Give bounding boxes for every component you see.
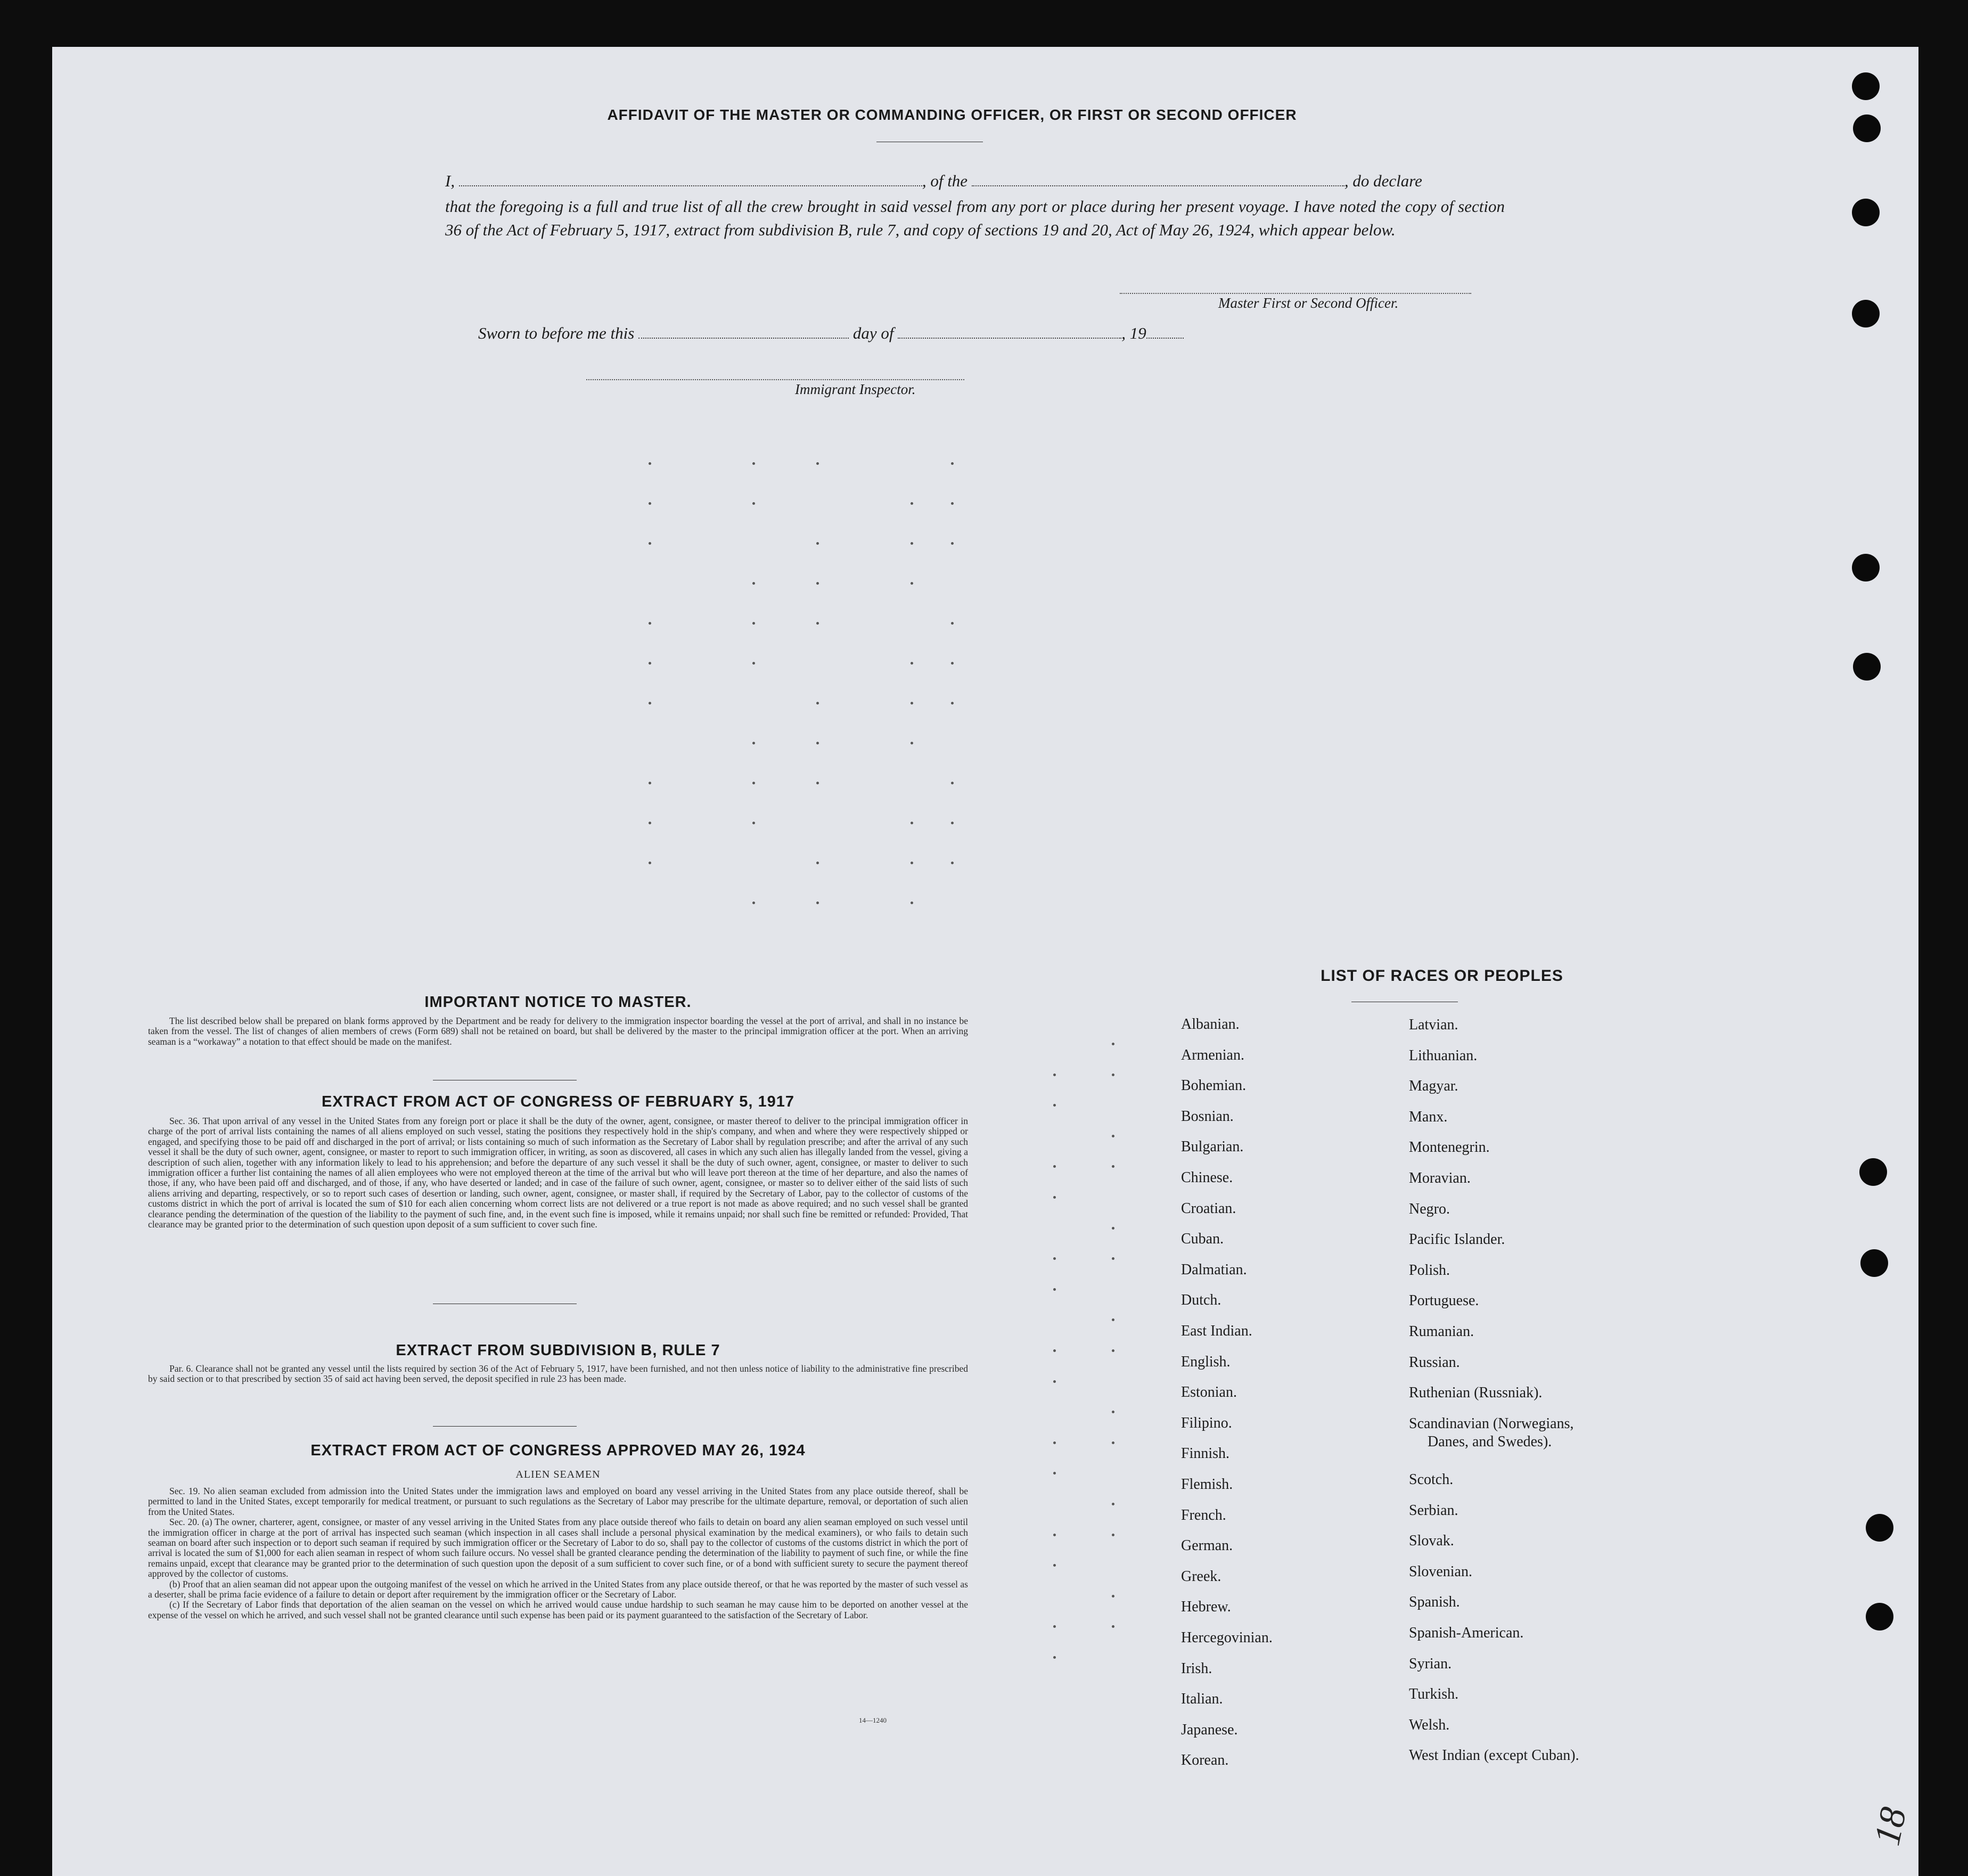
section-19-paragraph: Sec. 19. No alien seaman excluded from admission into the United States under the immigration laws and employed on board any vessel arriving in the United States from any place outside thereof, shall be permitted to land in the United States, except temporarily for medical treatment, or pursuant to such regulations as the Secretary of Labor may prescribe for the ultimate departure, removal, or deportation of such alien from the United States. bbox=[148, 1486, 968, 1517]
print-speck bbox=[951, 702, 954, 704]
print-speck bbox=[1112, 1135, 1114, 1137]
print-speck bbox=[649, 622, 651, 625]
print-speck bbox=[911, 742, 913, 744]
race-item: Albanian. bbox=[1181, 1016, 1240, 1033]
extract-1917-title: EXTRACT FROM ACT OF CONGRESS OF FEBRUARY 5, 1917 bbox=[321, 1093, 795, 1110]
print-speck bbox=[911, 502, 913, 505]
print-speck bbox=[1053, 1349, 1056, 1352]
print-speck bbox=[1112, 1503, 1114, 1505]
inspector-label: Immigrant Inspector. bbox=[795, 381, 916, 397]
print-speck bbox=[951, 622, 954, 625]
print-speck bbox=[649, 462, 651, 465]
section-36-paragraph: Sec. 36. That upon arrival of any vessel in the United States from any foreign port or place it shall be the duty of the owner, agent, consignee, or master thereof to deliver to the principal immigration officer in charge of the port of arrival lists containing the names of all aliens employed on such vessel, stating the positions they respectively hold in the ship's company, and when and where they were respectively shipped or engaged, and specifying those to be paid off and discharged in the port of arrival; or lists containing so much of such information as the Secretary of Labor shall by regulation prescribe; and after the arrival of any such vessel it shall be the duty of such owner, agent, consignee, or master to report to such immigration officer, in writing, as soon as discovered, all cases in which any such alien has illegally landed from the vessel, giving a description of such alien, together with any information likely to lead to his apprehension; and before the departure of any such vessel it shall be the duty of such owner, agent, consignee, or master to deliver to such immigration officer a further list containing the names of all alien employees who were not employed thereon at the time of the arrival but who will leave port thereon at the time of her departure, and also the names of those, if any, who have been paid off and discharged, and of those, if any, who have deserted or landed; and in case of the failure of such owner, agent, consignee, or master so to deliver either of the said lists of such aliens arriving and departing, respectively, or so to report such cases of desertion or landing, such owner, agent, consignee, or master shall, if required by the Secretary of Labor, pay to the collector of customs of the customs district in which the port of arrival is located the sum of $10 for each alien concerning whom correct lists are not delivered or a true report is not made as above required; and no such vessel shall be granted clearance pending the determination of the question of the liability to the payment of such fine, and, in the event such fine is imposed, while it remains unpaid; nor shall such fine be remitted or refunded: Provided, That clearance may be granted prior to the determination of such question upon deposit of a sum sufficient to cover such fine. bbox=[148, 1116, 968, 1230]
punch-hole bbox=[1853, 653, 1881, 681]
race-item: Croatian. bbox=[1181, 1200, 1236, 1217]
print-speck bbox=[816, 702, 819, 704]
race-item: Scotch. bbox=[1409, 1471, 1454, 1488]
race-item: East Indian. bbox=[1181, 1323, 1252, 1339]
race-item: Italian. bbox=[1181, 1691, 1223, 1708]
notice-paragraph: The list described below shall be prepared on blank forms approved by the Department and be ready for delivery to the immigration inspector boarding the vessel at the port of arrival, and shall in no instance be taken from the vessel. The list of changes of alien members of crews (Form 689) shall not be retained on board, but shall be delivered by the master to the principal immigration officer at the port. When an arriving seaman is a “workaway” a notation to that effect should be made on the manifest. bbox=[148, 1015, 968, 1047]
print-speck bbox=[1053, 1380, 1056, 1383]
race-item: Finnish. bbox=[1181, 1445, 1230, 1462]
print-speck bbox=[1112, 1165, 1114, 1168]
print-speck bbox=[1053, 1534, 1056, 1536]
race-item: Latvian. bbox=[1409, 1017, 1458, 1033]
print-speck bbox=[1112, 1441, 1114, 1444]
punch-hole bbox=[1859, 1158, 1887, 1186]
notice-text bbox=[148, 1016, 968, 1047]
race-item: Slovak. bbox=[1409, 1533, 1454, 1550]
master-signature-line bbox=[1120, 293, 1471, 294]
race-item: Korean. bbox=[1181, 1752, 1229, 1769]
race-item: Spanish. bbox=[1409, 1594, 1460, 1611]
print-speck bbox=[911, 542, 913, 545]
print-speck bbox=[816, 742, 819, 744]
extract-1917-text bbox=[148, 1116, 968, 1230]
print-speck bbox=[649, 542, 651, 545]
print-speck bbox=[1053, 1104, 1056, 1107]
print-speck bbox=[752, 462, 755, 465]
print-speck bbox=[951, 502, 954, 505]
print-speck bbox=[816, 462, 819, 465]
print-speck bbox=[649, 862, 651, 864]
race-item: Montenegrin. bbox=[1409, 1139, 1490, 1156]
race-item: Bohemian. bbox=[1181, 1077, 1247, 1094]
race-item: Slovenian. bbox=[1409, 1563, 1472, 1580]
print-speck bbox=[1053, 1288, 1056, 1291]
print-speck bbox=[752, 822, 755, 824]
extract-1924-text bbox=[148, 1486, 968, 1620]
print-speck bbox=[1112, 1349, 1114, 1352]
race-item: Pacific Islander. bbox=[1409, 1231, 1505, 1248]
race-item: Hebrew. bbox=[1181, 1599, 1231, 1616]
print-speck bbox=[816, 542, 819, 545]
race-item: Rumanian. bbox=[1409, 1323, 1474, 1340]
print-speck bbox=[752, 902, 755, 904]
affidavit-declaration-line bbox=[445, 171, 1553, 191]
affidavit-body: that the foregoing is a full and true list of all the crew brought in said vessel from any port or place during her present voyage. I have noted the copy of section 36 of the Act of February 5, 1917, extract from subdivision B, rule 7, and copy of sections 19 and 20, Act of May 26, 1924, which appear below. bbox=[445, 197, 1505, 239]
print-speck bbox=[911, 902, 913, 904]
race-item: Hercegovinian. bbox=[1181, 1629, 1273, 1646]
print-speck bbox=[752, 662, 755, 665]
race-item: Turkish. bbox=[1409, 1686, 1459, 1703]
print-speck bbox=[951, 462, 954, 465]
section-20c-paragraph: (c) If the Secretary of Labor finds that deportation of the alien seaman on the vessel on which he arrived would cause undue hardship to such seaman he may cause him to be deported on another vessel at the expense of the vessel on which he arrived, and such vessel shall not be granted clearance until such expense has been paid or its payment guaranteed to the satisfaction of the Secretary of Labor. bbox=[148, 1599, 968, 1620]
print-speck bbox=[1112, 1318, 1114, 1321]
punch-hole bbox=[1852, 199, 1880, 226]
race-item: Moravian. bbox=[1409, 1170, 1471, 1186]
race-item: Ruthenian (Russniak). bbox=[1409, 1385, 1543, 1402]
print-speck bbox=[1053, 1165, 1056, 1168]
print-speck bbox=[911, 582, 913, 585]
sworn-day-blank bbox=[638, 338, 849, 339]
declare-label: , do declare bbox=[1344, 171, 1422, 190]
print-speck bbox=[1053, 1074, 1056, 1076]
print-speck bbox=[649, 782, 651, 784]
print-speck bbox=[1112, 1074, 1114, 1076]
extract-rule7-text bbox=[148, 1364, 968, 1385]
notice-title: IMPORTANT NOTICE TO MASTER. bbox=[424, 994, 692, 1011]
of-the-label: , of the bbox=[922, 171, 968, 190]
race-item: Russian. bbox=[1409, 1354, 1460, 1371]
print-speck bbox=[649, 662, 651, 665]
print-speck bbox=[951, 822, 954, 824]
declarant-name-blank bbox=[459, 185, 922, 186]
print-speck bbox=[911, 702, 913, 704]
divider-3 bbox=[433, 1426, 577, 1427]
print-speck bbox=[649, 502, 651, 505]
sworn-month-blank bbox=[898, 338, 1121, 339]
sworn-prefix: Sworn to before me this bbox=[478, 324, 635, 342]
race-item: French. bbox=[1181, 1506, 1226, 1523]
races-title: LIST OF RACES OR PEOPLES bbox=[1321, 967, 1563, 985]
inspector-signature-line bbox=[586, 379, 964, 380]
punch-hole bbox=[1866, 1603, 1893, 1631]
race-item: Welsh. bbox=[1409, 1716, 1450, 1733]
print-speck bbox=[951, 782, 954, 784]
master-signature-label: Master First or Second Officer. bbox=[1218, 295, 1399, 311]
punch-hole bbox=[1866, 1514, 1893, 1542]
paragraph-6: Par. 6. Clearance shall not be granted any vessel until the lists required by section 36 of the Act of February 5, 1917, have been furnished, and not then unless notice of liability to the administrative fine prescribed by said section or to that prescribed by section 35 of said act having been served, the deposit specified in rule 23 has been made. bbox=[148, 1363, 968, 1385]
race-item: Greek. bbox=[1181, 1568, 1221, 1585]
print-speck bbox=[951, 542, 954, 545]
print-speck bbox=[1112, 1411, 1114, 1413]
race-item: Syrian. bbox=[1409, 1655, 1452, 1672]
print-speck bbox=[752, 782, 755, 784]
section-20a-paragraph: Sec. 20. (a) The owner, charterer, agent, consignee, or master of any vessel arriving in the United States from any place outside thereof who fails to detain on board any alien seaman employed on such vessel until the immigration officer in charge at the port of arrival has inspected such seaman (which inspection in all cases shall include a personal physical examination by the medical examiners), or who fails to detain such seaman on board after such inspection or to deport such seaman if required by such immigration officer or the Secretary of Labor to do so, shall pay to the collector of customs of the customs district in which the port of arrival is located the sum of $1,000 for each alien seaman in respect of whom such failure occurs. No vessel shall be granted clearance pending the determination of the liability to payment of such fine, or while the fine remains unpaid, except that clearance may be granted prior to the determination of such question upon the deposit of a sum sufficient to cover such fine, or of a bond with sufficient surety to secure the payment thereof approved by the collector of customs. bbox=[148, 1517, 968, 1579]
print-speck bbox=[951, 662, 954, 665]
print-speck bbox=[649, 702, 651, 704]
print-speck bbox=[1053, 1564, 1056, 1567]
race-item: Portuguese. bbox=[1409, 1292, 1479, 1309]
race-item: Spanish-American. bbox=[1409, 1625, 1524, 1641]
race-item: Cuban. bbox=[1181, 1231, 1224, 1248]
print-speck bbox=[1053, 1196, 1056, 1199]
vessel-name-blank bbox=[972, 185, 1344, 186]
sworn-line bbox=[478, 324, 1330, 343]
section-20b-paragraph: (b) Proof that an alien seaman did not appear upon the outgoing manifest of the vessel on which he arrived in the United States from any place outside thereof, or that he was reported by the master of such vessel as a deserter, shall be prima facie evidence of a failure to detain or deport after requirement by the immigration officer or the Secretary of Labor. bbox=[148, 1578, 968, 1600]
declarant-prefix: I, bbox=[445, 171, 455, 190]
punch-hole bbox=[1852, 72, 1880, 100]
race-item: Estonian. bbox=[1181, 1384, 1237, 1401]
print-speck bbox=[1112, 1043, 1114, 1045]
race-item: Chinese. bbox=[1181, 1169, 1233, 1186]
print-speck bbox=[816, 622, 819, 625]
print-speck bbox=[752, 742, 755, 744]
print-speck bbox=[816, 862, 819, 864]
print-speck bbox=[816, 902, 819, 904]
print-speck bbox=[1112, 1595, 1114, 1598]
sworn-day-of: day of bbox=[852, 324, 894, 342]
print-speck bbox=[1112, 1227, 1114, 1230]
print-speck bbox=[649, 822, 651, 824]
print-speck bbox=[752, 502, 755, 505]
race-item: Negro. bbox=[1409, 1200, 1450, 1217]
form-number: 14—1240 bbox=[859, 1716, 887, 1724]
punch-hole bbox=[1853, 114, 1881, 142]
print-speck bbox=[1112, 1625, 1114, 1628]
print-speck bbox=[1112, 1257, 1114, 1260]
print-speck bbox=[1053, 1625, 1056, 1628]
print-speck bbox=[816, 782, 819, 784]
race-item: Japanese. bbox=[1181, 1721, 1238, 1738]
race-item: Flemish. bbox=[1181, 1476, 1233, 1493]
sworn-year: , 19 bbox=[1121, 324, 1146, 342]
race-item: Dutch. bbox=[1181, 1292, 1221, 1309]
race-item: Irish. bbox=[1181, 1660, 1212, 1677]
race-item: Bosnian. bbox=[1181, 1108, 1234, 1125]
race-item: Manx. bbox=[1409, 1108, 1448, 1125]
race-item: English. bbox=[1181, 1353, 1231, 1370]
alien-seamen-subtitle: ALIEN SEAMEN bbox=[515, 1469, 601, 1480]
print-speck bbox=[911, 662, 913, 665]
race-item: Magyar. bbox=[1409, 1078, 1458, 1095]
punch-hole bbox=[1852, 554, 1880, 581]
print-speck bbox=[752, 582, 755, 585]
punch-hole bbox=[1860, 1249, 1888, 1277]
print-speck bbox=[1112, 1534, 1114, 1536]
extract-rule7-title: EXTRACT FROM SUBDIVISION B, RULE 7 bbox=[396, 1342, 720, 1359]
race-item: Scandinavian (Norwegians, Danes, and Swedes). bbox=[1409, 1415, 1574, 1450]
print-speck bbox=[752, 622, 755, 625]
handwritten-page-number: 18 bbox=[1866, 1804, 1915, 1849]
race-item: Armenian. bbox=[1181, 1046, 1244, 1063]
print-speck bbox=[1053, 1257, 1056, 1260]
race-item: Dalmatian. bbox=[1181, 1261, 1247, 1278]
race-item: Serbian. bbox=[1409, 1502, 1458, 1519]
sworn-year-blank bbox=[1146, 338, 1184, 339]
extract-1924-title: EXTRACT FROM ACT OF CONGRESS APPROVED MAY 26, 1924 bbox=[310, 1442, 806, 1459]
punch-hole bbox=[1852, 300, 1880, 327]
race-item: Polish. bbox=[1409, 1261, 1450, 1279]
print-speck bbox=[1053, 1472, 1056, 1474]
document-page bbox=[52, 47, 1918, 1876]
print-speck bbox=[911, 862, 913, 864]
affidavit-title: AFFIDAVIT OF THE MASTER OR COMMANDING OFFICER, OR FIRST OR SECOND OFFICER bbox=[607, 107, 1297, 123]
print-speck bbox=[951, 862, 954, 864]
print-speck bbox=[816, 582, 819, 585]
print-speck bbox=[1053, 1441, 1056, 1444]
print-speck bbox=[911, 822, 913, 824]
race-item: Filipino. bbox=[1181, 1414, 1232, 1431]
race-item: Bulgarian. bbox=[1181, 1138, 1244, 1156]
print-speck bbox=[1053, 1656, 1056, 1659]
race-item: German. bbox=[1181, 1537, 1233, 1554]
race-item: Lithuanian. bbox=[1409, 1047, 1478, 1064]
race-item: West Indian (except Cuban). bbox=[1409, 1747, 1579, 1764]
